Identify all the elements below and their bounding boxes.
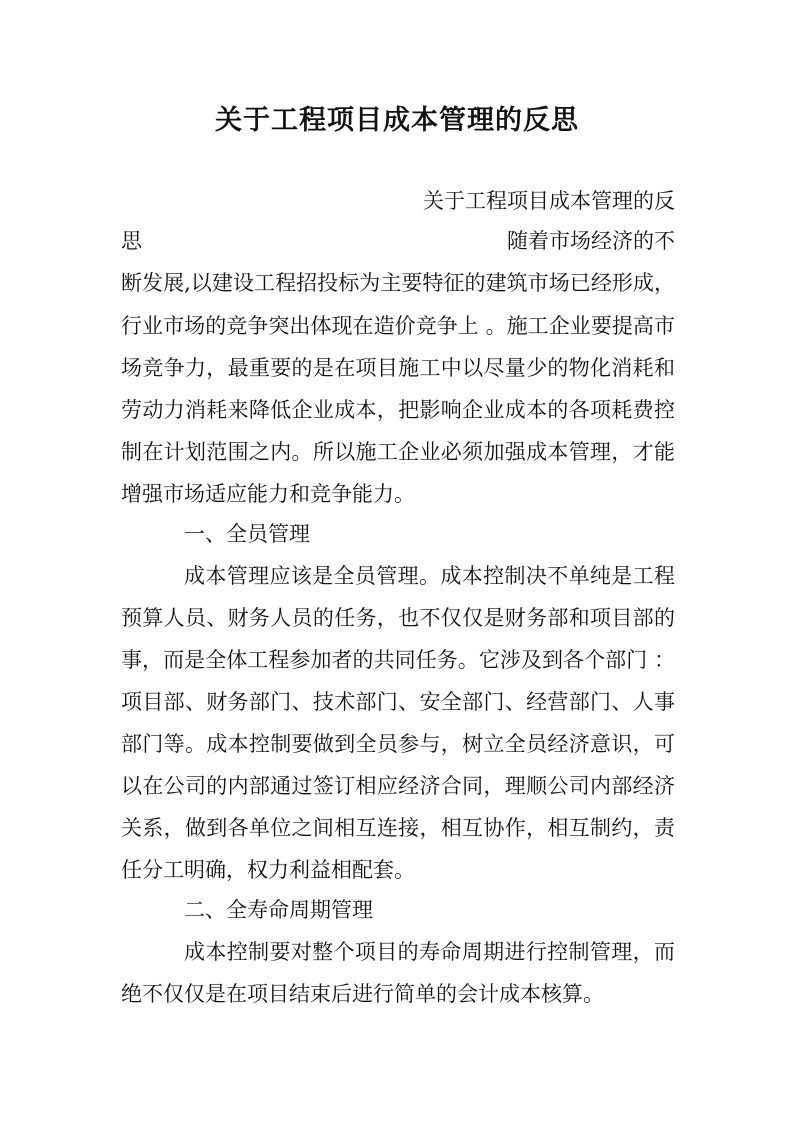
section-heading: 二、全寿命周期管理 (184, 898, 373, 922)
body-line: 劳动力消耗来降低企业成本，把影响企业成本的各项耗费控 (121, 398, 675, 422)
body-line: 关系，做到各单位之间相互连接，相互协作，相互制约，责 (121, 816, 675, 840)
body-line: 行业市场的竞争突出体现在造价竞争上 。施工企业要提高市 (121, 314, 675, 338)
body-line: 以在公司的内部通过签订相应经济合同，理顺公司内部经济 (121, 774, 675, 798)
body-line: 项目部、财务部门、技术部门、安全部门、经营部门、人事 (121, 690, 675, 714)
body-line: 绝不仅仅是在项目结束后进行简单的会计成本核算。 (121, 982, 604, 1006)
body-line: 事，而是全体工程参加者的共同任务。它涉及到各个部门 ： (121, 648, 675, 672)
body-line: 任分工明确，权力利益相配套。 (121, 858, 415, 882)
body-line: 增强市场适应能力和竞争能力。 (121, 482, 415, 506)
body-line: 成本控制要对整个项目的寿命周期进行控制管理，而 (184, 940, 675, 964)
body-line: 预算人员、财务人员的任务，也不仅仅是财务部和项目部的 (121, 606, 675, 630)
body-line: 场竞争力，最重要的是在项目施工中以尽量少的物化消耗和 (121, 356, 675, 380)
body-line: 关于工程项目成本管理的反 (423, 189, 675, 213)
body-line-fragment: 随着市场经济的不 (507, 229, 675, 253)
body-line-split (121, 222, 675, 260)
section-heading: 一、全员管理 (184, 522, 310, 546)
document-title: 关于工程项目成本管理的反思 (215, 105, 579, 136)
body-line: 制在计划范围之内。所以施工企业必须加强成本管理，才能 (121, 440, 675, 464)
body-line: 断发展,以建设工程招投标为主要特征的建筑市场已经形成， (121, 271, 675, 295)
body-line: 部门等。成本控制要做到全员参与，树立全员经济意识，可 (121, 732, 675, 756)
body-line: 成本管理应该是全员管理。成本控制决不单纯是工程 (184, 564, 675, 588)
body-line-fragment: 思 (121, 229, 142, 253)
